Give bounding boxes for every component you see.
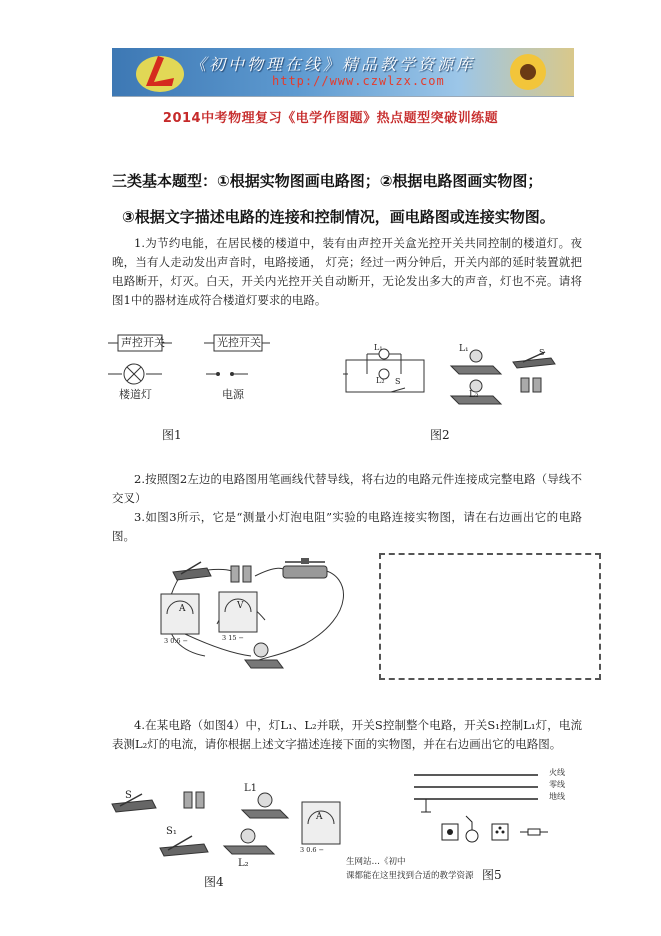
figure-4-caption: 图4 xyxy=(204,875,224,889)
figure-5-caption: 图5 xyxy=(482,868,502,882)
fig4-s-label: S xyxy=(125,790,132,801)
fig3-voltmeter-ticks: 3 15 − xyxy=(222,634,244,642)
answer-drawing-box[interactable] xyxy=(379,553,601,680)
fig2-circuit-s-label: S xyxy=(395,377,401,386)
site-banner xyxy=(112,48,574,97)
figure-3-apparatus xyxy=(155,556,365,672)
lamp-label: 楼道灯 xyxy=(119,388,152,401)
fig4-l1-label: L1 xyxy=(244,783,258,794)
watermark-line1: 生网站…《初中 xyxy=(346,857,406,867)
fig4-s1-label: S₁ xyxy=(166,826,177,837)
banner-url[interactable]: http://www.czwlzx.com xyxy=(272,74,445,88)
neutral-wire-label: 零线 xyxy=(549,780,565,789)
fig3-voltmeter-label: V xyxy=(237,601,244,611)
figure-4-apparatus xyxy=(110,780,350,880)
watermark-line2: 课都能在这里找到合适的教学资源 xyxy=(346,871,474,881)
question-2-text: 2.按照图2左边的电路图用笔画线代替导线，将右边的电路元件连接成完整电路（导线不交叉） xyxy=(112,472,582,505)
ground-wire-label: 地线 xyxy=(549,792,565,801)
fig3-ammeter-ticks: 3 0.6 − xyxy=(164,637,189,645)
sound-switch-label: 声控开关 xyxy=(121,336,165,349)
light-switch-label: 光控开关 xyxy=(217,336,261,349)
intro-heading-line1: 三类基本题型：①根据实物图画电路图；②根据电路图画实物图； xyxy=(112,172,543,190)
fig4-meter-label: A xyxy=(316,812,323,822)
fig4-meter-ticks: 3 0.6 − xyxy=(300,846,325,854)
fig2-switch-label: S xyxy=(539,348,545,357)
question-1-text: 1.为节约电能，在居民楼的楼道中，装有由声控开关盒光控开关共同控制的楼道灯。夜晚，当有人走动发出声音时，电路接通， 灯亮；经过一两分钟后，开关内部的延时装置就把电路断开，灯灭。白天，开关内光控开关自动断开，无论发出多大的声音，灯也不亮。请将图1中的器材连成符合楼道灯要求的电路。 xyxy=(112,236,582,307)
fig2-circuit-l1-label: L₁ xyxy=(374,343,383,352)
question-3-text: 3.如图3所示，它是“测量小灯泡电阻”实验的电路连接实物图，请在右边画出它的电路图。 xyxy=(112,510,582,543)
document-title: 2014中考物理复习《电学作图题》热点题型突破训练题 xyxy=(162,111,499,126)
power-label: 电源 xyxy=(222,388,244,401)
figure-2-caption: 图2 xyxy=(430,428,450,442)
fig3-ammeter-label: A xyxy=(179,604,186,614)
fig2-l1-label: L₁ xyxy=(459,344,469,354)
fig2-l2-label: L₂ xyxy=(469,390,479,400)
fig2-circuit-l2-label: L₂ xyxy=(376,376,385,385)
fig4-l2-label: L₂ xyxy=(238,858,249,869)
live-wire-label: 火线 xyxy=(549,768,565,777)
figure-1-caption: 图1 xyxy=(162,428,182,442)
intro-heading-line2: ③根据文字描述电路的连接和控制情况，画电路图或连接实物图。 xyxy=(122,208,555,226)
banner-title: 《初中物理在线》精品教学资源库 xyxy=(190,55,476,74)
question-4-text: 4.在某电路（如图4）中，灯L₁、L₂并联，开关S控制整个电路，开关S₁控制L₁灯，电流表测L₂灯的电流，请你根据上述文字描述连接下面的实物图，并在右边画出它的电路图。 xyxy=(112,718,582,751)
